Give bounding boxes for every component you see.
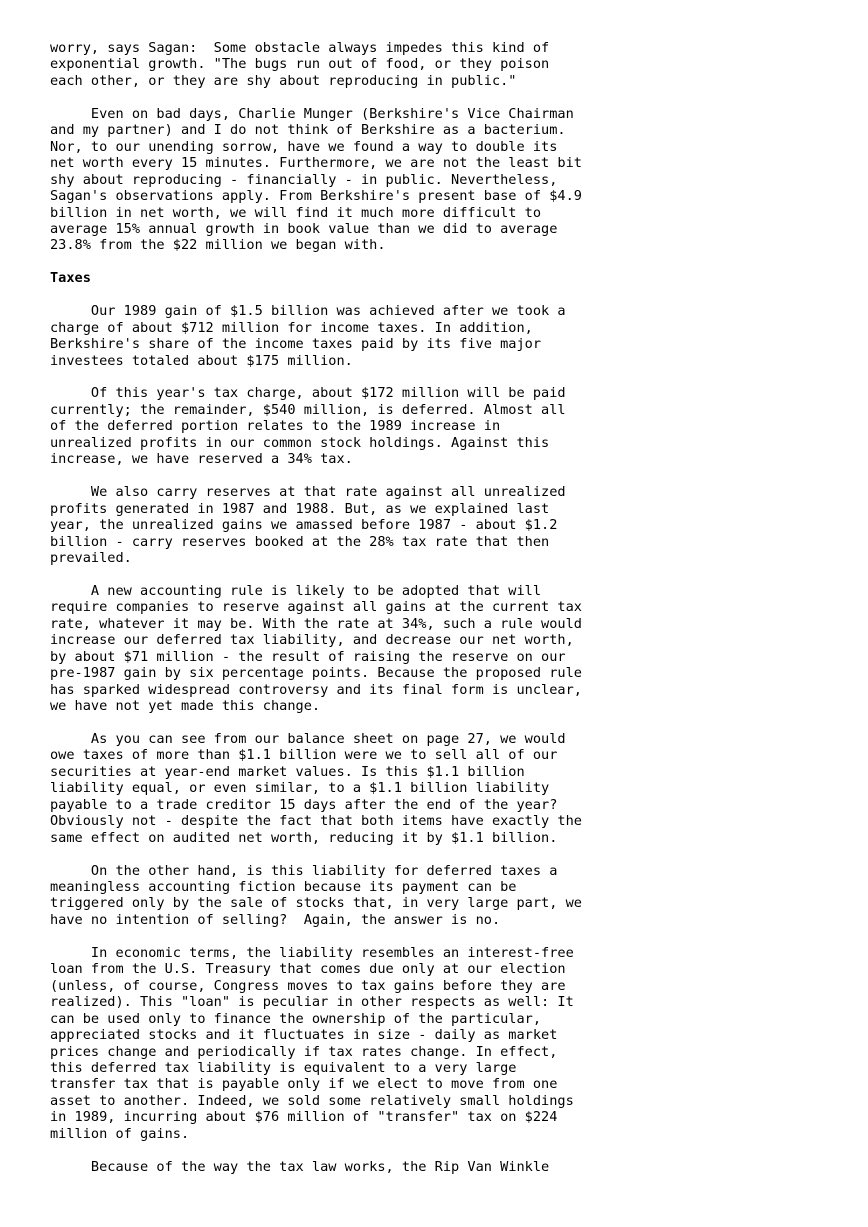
paragraph-rip-van-winkle: Because of the way the tax law works, the Rip Van Winkle xyxy=(50,1158,550,1175)
section-heading-taxes: Taxes xyxy=(50,270,91,287)
paragraph-spacer xyxy=(50,1142,850,1158)
paragraph-spacer xyxy=(50,714,850,730)
paragraph-tax-charge: Of this year's tax charge, about $172 million will be paid currently; the remainder, $540 million, is deferred. Almost all of the deferred portion relates to the 1989 increase in unrealized profits in our common stock holdings. Against this increase, we have reserved a 34% tax. xyxy=(50,385,566,468)
paragraph-1989-gain: Our 1989 gain of $1.5 billion was achieved after we took a charge of about $712 million for income taxes. In addition, Berkshire's share of the income taxes paid by its five major investees totaled about $175 million. xyxy=(50,303,566,369)
paragraph-spacer xyxy=(50,846,850,862)
paragraph-economic-terms: In economic terms, the liability resembles an interest-free loan from the U.S. Treasury that comes due only at our election (unless, of course, Congress moves to tax gains before they are realized). This "loan" is peculiar in other respects as well: It can be used only to finance the ownership of the particular, appreciated stocks and it fluctuates in size - daily as market prices change and periodically if tax rates change. In effect, this deferred tax liability is equivalent to a very large transfer tax that is payable only if we elect to move from one asset to another. Indeed, we sold some relatively small holdings in 1989, incurring about $76 million of "transfer" tax on $224 million of gains. xyxy=(50,944,574,1142)
paragraph-reserves: We also carry reserves at that rate against all unrealized profits generated in 1987 and 1988. But, as we explained last year, the unrealized gains we amassed before 1987 - about $1.2 billion - carry reserves booked at the 28% tax rate that then prevailed. xyxy=(50,484,566,566)
paragraph-balance-sheet: As you can see from our balance sheet on page 27, we would owe taxes of more than $1.1 billion were we to sell all of our securities at year-end market values. Is this $1.1 billion liability equal, or even similar, to a $1.1 billion liability payable to a trade creditor 15 days after the end of the year? Obviously not - despite the fact that both items have exactly the same effect on audited net worth, reducing it by $1.1 billion. xyxy=(50,730,582,846)
paragraph-deferred-taxes: On the other hand, is this liability for deferred taxes a meaningless accounting fiction because its payment can be triggered only by the sale of stocks that, in very large part, we have no intention of selling? Again, the answer is no. xyxy=(50,862,582,928)
paragraph-accounting-rule: A new accounting rule is likely to be adopted that will require companies to reserve against all gains at the current tax rate, whatever it may be. With the rate at 34%, such a rule would increase our deferred tax liability, and decrease our net worth, by about $71 million - the result of raising the reserve on our pre-1987 gain by six percentage points. Because the proposed rule has sparked widespread controversy and its final form is unclear, we have not yet made this change. xyxy=(50,582,582,715)
document-body xyxy=(50,40,850,1175)
paragraph-bacterium: Even on bad days, Charlie Munger (Berkshire's Vice Chairman and my partner) and I do not think of Berkshire as a bacterium. Nor, to our unending sorrow, have we found a way to double its net worth every 15 minutes. Furthermore, we are not the least bit shy about reproducing - financially - in public. Nevertheless, Sagan's observations apply. From Berkshire's present base of $4.9 billion in net worth, we will find it much more difficult to average 15% annual growth in book value than we did to average 23.8% from the $22 million we began with. xyxy=(50,105,582,254)
paragraph-spacer xyxy=(50,566,850,582)
paragraph-spacer xyxy=(50,468,850,484)
paragraph-spacer xyxy=(50,89,850,105)
paragraph-spacer xyxy=(50,254,850,270)
paragraph-sagan-quote: worry, says Sagan: Some obstacle always impedes this kind of exponential growth. "The bugs run out of food, or they poison each other, or they are shy about reproducing in public." xyxy=(50,40,550,89)
paragraph-spacer xyxy=(50,287,850,303)
paragraph-spacer xyxy=(50,369,850,385)
paragraph-spacer xyxy=(50,928,850,944)
